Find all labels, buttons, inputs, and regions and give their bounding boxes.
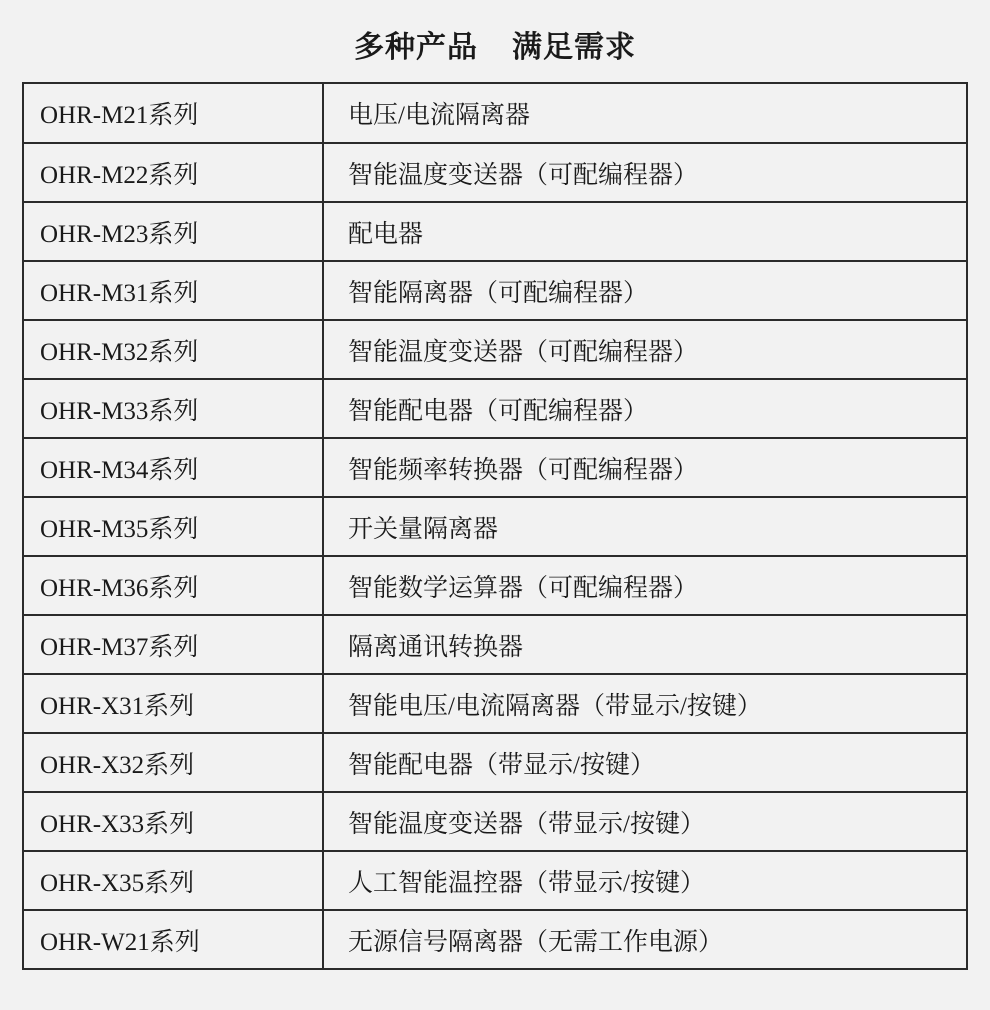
table-cell-model: OHR-M21系列 xyxy=(24,84,323,143)
table-cell-model: OHR-M36系列 xyxy=(24,556,323,615)
table-row xyxy=(24,733,966,792)
table-row xyxy=(24,84,966,143)
table-cell-model: OHR-X33系列 xyxy=(24,792,323,851)
page-title-part2: 满足需求 xyxy=(512,31,636,64)
page-title-part1: 多种产品 xyxy=(354,31,478,64)
table-cell-description: 智能温度变送器（带显示/按键） xyxy=(323,792,966,851)
table-cell-model: OHR-M35系列 xyxy=(24,497,323,556)
table-row xyxy=(24,379,966,438)
table-row xyxy=(24,556,966,615)
table-row xyxy=(24,143,966,202)
table-row xyxy=(24,615,966,674)
table-row xyxy=(24,438,966,497)
table-cell-description: 智能频率转换器（可配编程器） xyxy=(323,438,966,497)
table-row xyxy=(24,851,966,910)
page-title xyxy=(0,0,990,82)
table-cell-model: OHR-W21系列 xyxy=(24,910,323,969)
table-row xyxy=(24,497,966,556)
table-cell-description: 智能配电器（可配编程器） xyxy=(323,379,966,438)
table-cell-description: 开关量隔离器 xyxy=(323,497,966,556)
product-table-container xyxy=(22,82,968,970)
table-cell-model: OHR-X35系列 xyxy=(24,851,323,910)
table-cell-model: OHR-M31系列 xyxy=(24,261,323,320)
table-row xyxy=(24,261,966,320)
table-cell-model: OHR-M37系列 xyxy=(24,615,323,674)
table-cell-description: 智能配电器（带显示/按键） xyxy=(323,733,966,792)
table-cell-model: OHR-X32系列 xyxy=(24,733,323,792)
table-cell-model: OHR-M32系列 xyxy=(24,320,323,379)
table-cell-model: OHR-M34系列 xyxy=(24,438,323,497)
table-cell-description: 智能隔离器（可配编程器） xyxy=(323,261,966,320)
table-cell-description: 智能温度变送器（可配编程器） xyxy=(323,320,966,379)
table-cell-description: 智能温度变送器（可配编程器） xyxy=(323,143,966,202)
table-cell-description: 电压/电流隔离器 xyxy=(323,84,966,143)
table-cell-description: 隔离通讯转换器 xyxy=(323,615,966,674)
table-cell-description: 智能数学运算器（可配编程器） xyxy=(323,556,966,615)
table-cell-description: 人工智能温控器（带显示/按键） xyxy=(323,851,966,910)
table-row xyxy=(24,202,966,261)
table-cell-description: 智能电压/电流隔离器（带显示/按键） xyxy=(323,674,966,733)
table-cell-model: OHR-M22系列 xyxy=(24,143,323,202)
product-table-body xyxy=(24,84,966,969)
table-row xyxy=(24,320,966,379)
table-cell-description: 无源信号隔离器（无需工作电源） xyxy=(323,910,966,969)
table-row xyxy=(24,792,966,851)
table-cell-model: OHR-X31系列 xyxy=(24,674,323,733)
table-cell-model: OHR-M33系列 xyxy=(24,379,323,438)
table-cell-model: OHR-M23系列 xyxy=(24,202,323,261)
table-cell-description: 配电器 xyxy=(323,202,966,261)
table-row xyxy=(24,674,966,733)
table-row xyxy=(24,910,966,969)
product-table xyxy=(24,84,966,970)
